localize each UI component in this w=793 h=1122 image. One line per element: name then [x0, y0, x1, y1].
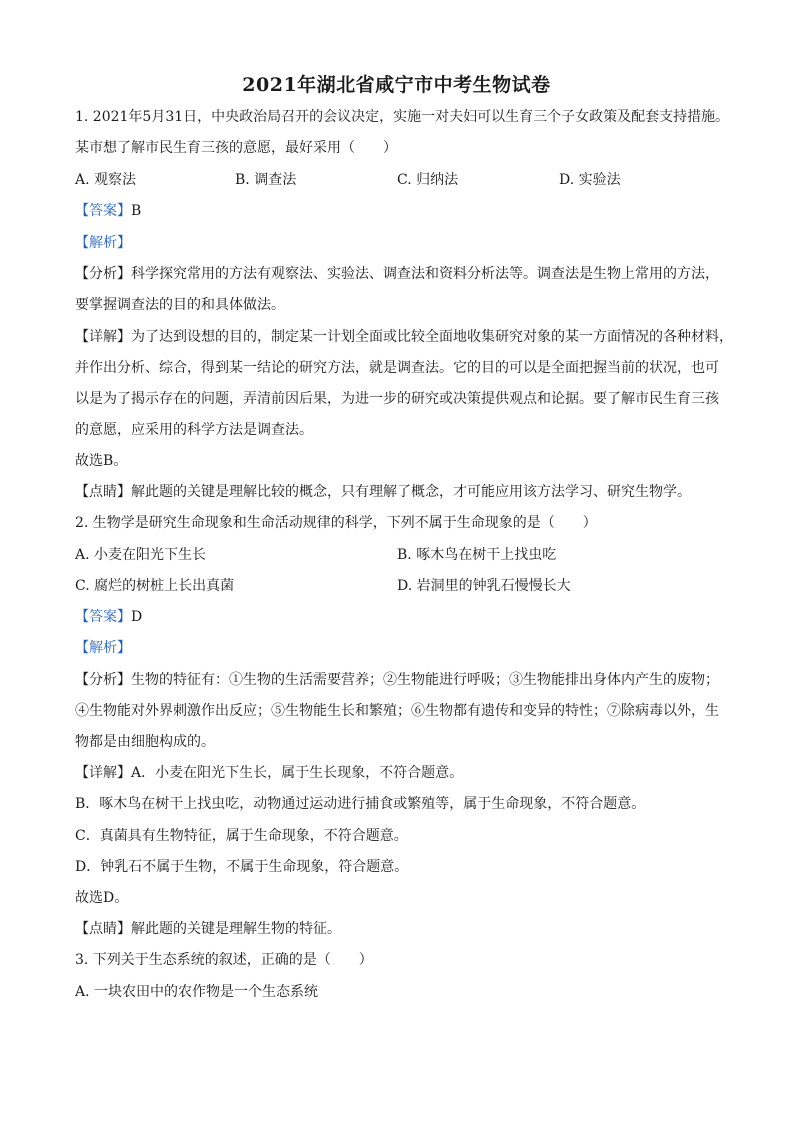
dianjing-text: 解此题的关键是理解生物的特征。 — [131, 921, 341, 937]
xiangjie-tag: 【详解】 — [75, 765, 131, 781]
q1-xiangjie-line-3: 以是为了揭示存在的问题，弄清前因后果，为进一步的研究或决策提供观点和论据。要了解市民生育三孩 — [75, 391, 719, 407]
q1-option-a: A. 观察法 — [75, 172, 137, 188]
q1-fenxi-line-1 — [75, 264, 725, 284]
q2-fenxi-line-3: 物都是由细胞构成的。 — [75, 734, 215, 750]
q1-stem-line-2: 某市想了解市民生育三孩的意愿，最好采用（ ） — [75, 140, 397, 156]
q3-stem: 3. 下列关于生态系统的叙述，正确的是（ ） — [75, 952, 373, 968]
q1-stem-line-1: 1. 2021年5月31日，中央政治局召开的会议决定，实施一对夫妇可以生育三个子女政策及配套支持措施。 — [75, 109, 730, 125]
q1-fenxi-line-2: 要掌握调查法的目的和具体做法。 — [75, 297, 285, 313]
q2-xiangjie-line-2: B．啄木鸟在树干上找虫吃，动物通过运动进行捕食或繁殖等，属于生命现象，不符合题意。 — [75, 796, 646, 812]
q1-option-c: C. 归纳法 — [397, 172, 459, 188]
q1-xiangjie-line-4: 的意愿，应采用的科学方法是调查法。 — [75, 422, 313, 438]
q2-stem: 2. 生物学是研究生命现象和生命活动规律的科学，下列不属于生命现象的是（ ） — [75, 515, 597, 531]
q1-guxuan: 故选B。 — [75, 453, 128, 469]
q2-xiangjie-line-3: C．真菌具有生物特征，属于生命现象，不符合题意。 — [75, 828, 408, 844]
page-title: 2021年湖北省咸宁市中考生物试卷 — [242, 74, 551, 96]
analysis-tag: 【解析】 — [75, 640, 131, 656]
answer-tag: 【答案】 — [75, 203, 131, 219]
q1-option-d: D. 实验法 — [559, 172, 621, 188]
analysis-tag: 【解析】 — [75, 235, 131, 251]
q2-guxuan: 故选D。 — [75, 890, 129, 906]
q2-dianjing — [75, 919, 725, 939]
answer-value: D — [131, 609, 143, 625]
q2-option-a: A. 小麦在阳光下生长 — [75, 547, 207, 563]
xiangjie-text: 为了达到设想的目的，制定某一计划全面或比较全面地收集研究对象的某一方面情况的各种材料， — [131, 329, 733, 345]
fenxi-text: 生物的特征有：①生物的生活需要营养；②生物能进行呼吸；③生物能排出身体内产生的废物； — [131, 672, 719, 688]
q1-dianjing — [75, 482, 725, 502]
q2-option-b: B. 啄木鸟在树干上找虫吃 — [397, 547, 557, 563]
xiangjie-tag: 【详解】 — [75, 329, 131, 345]
q2-analysis-heading — [75, 638, 725, 658]
q2-fenxi-line-2: ④生物能对外界刺激作出反应；⑤生物能生长和繁殖；⑥生物都有遗传和变异的特性；⑦除病毒以外，生 — [75, 703, 719, 719]
q1-analysis-heading — [75, 233, 725, 253]
q1-xiangjie-line-2: 并作出分析、综合，得到某一结论的研究方法，就是调查法。它的目的可以是全面把握当前的状况，也可 — [75, 360, 719, 376]
q2-answer — [75, 607, 725, 627]
q1-xiangjie-line-1 — [75, 327, 733, 347]
answer-tag: 【答案】 — [75, 609, 131, 625]
q1-answer — [75, 201, 725, 221]
answer-value: B — [131, 203, 142, 219]
fenxi-text: 科学探究常用的方法有观察法、实验法、调查法和资料分析法等。调查法是生物上常用的方法， — [131, 266, 719, 282]
q2-option-d: D. 岩洞里的钟乳石慢慢长大 — [397, 578, 571, 594]
fenxi-tag: 【分析】 — [75, 672, 131, 688]
q1-option-b: B. 调查法 — [235, 172, 297, 188]
dianjing-tag: 【点睛】 — [75, 484, 131, 500]
q2-xiangjie-line-1 — [75, 763, 725, 783]
xiangjie-text: A．小麦在阳光下生长，属于生长现象，不符合题意。 — [131, 765, 464, 781]
q2-xiangjie-line-4: D．钟乳石不属于生物，不属于生命现象，符合题意。 — [75, 859, 409, 875]
q2-fenxi-line-1 — [75, 670, 725, 690]
q3-option-a: A. 一块农田中的农作物是一个生态系统 — [75, 984, 319, 1000]
dianjing-tag: 【点睛】 — [75, 921, 131, 937]
fenxi-tag: 【分析】 — [75, 266, 131, 282]
q2-option-c: C. 腐烂的树桩上长出真菌 — [75, 578, 235, 594]
dianjing-text: 解此题的关键是理解比较的概念，只有理解了概念，才可能应用该方法学习、研究生物学。 — [131, 484, 691, 500]
